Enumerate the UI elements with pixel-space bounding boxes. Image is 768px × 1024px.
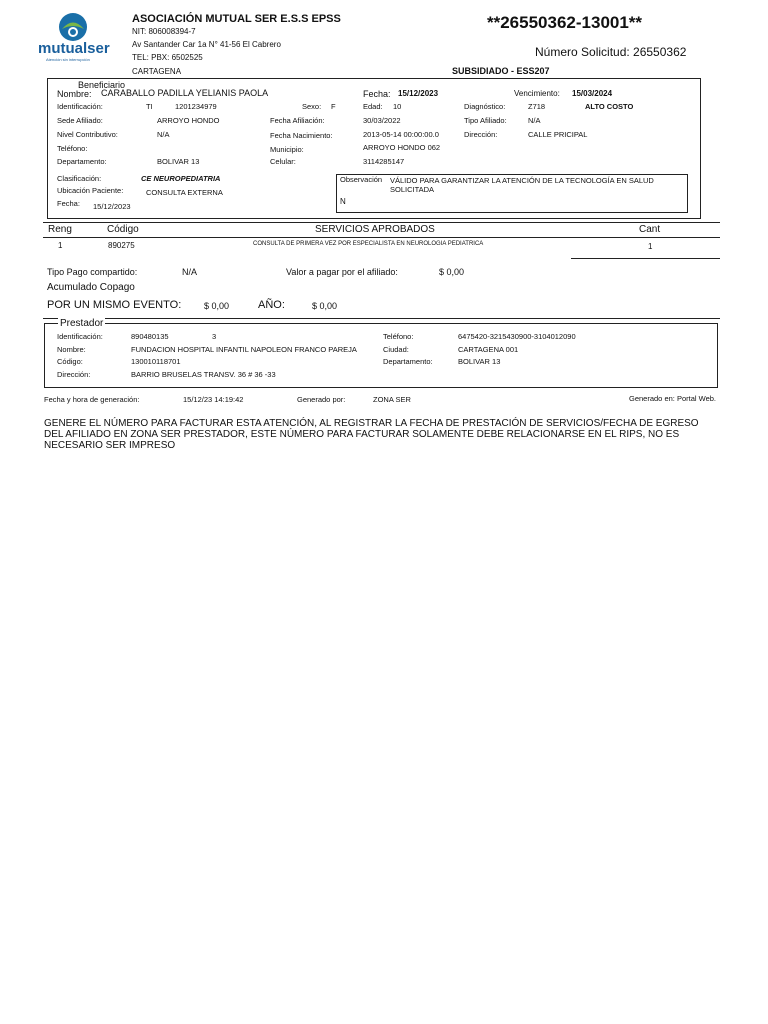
name-label: Nombre: (57, 89, 92, 99)
col-services: SERVICIOS APROBADOS (315, 224, 435, 235)
copay-type-value: N/A (182, 267, 198, 277)
org-address: Av Santander Car 1a N° 41-56 El Cabrero (132, 40, 281, 49)
notice-line-2: DEL AFILIADO EN ZONA SER PRESTADOR, ESTE NÚMERO PARA FACTURAR SOLAMENTE DEBE RELACIONARSE EN EL RIPS, NO ES (44, 429, 680, 440)
provider-city-label: Ciudad: (383, 345, 409, 354)
provider-id-digit: 3 (212, 332, 217, 341)
date2-label: Fecha: (57, 199, 80, 208)
affiliate-type-label: Tipo Afiliado: (464, 116, 507, 125)
diagnosis-label: Diagnóstico: (464, 102, 506, 111)
provider-title: Prestador (60, 318, 104, 329)
id-label: Identificación: (57, 102, 103, 111)
level-value: N/A (157, 130, 170, 139)
provider-city-value: CARTAGENA 001 (458, 345, 519, 354)
generated-by-label: Generado por: (297, 395, 346, 404)
request-number: Número Solicitud: 26550362 (535, 45, 687, 59)
birth-date-value: 2013-05-14 00:00:00.0 (363, 130, 439, 139)
logo-tagline: Atención sin interrupción (46, 57, 90, 62)
copay-type-label: Tipo Pago compartido: (47, 267, 138, 277)
notice-line-1: GENERE EL NÚMERO PARA FACTURAR ESTA ATENCIÓN, AL REGISTRAR LA FECHA DE PRESTACIÓN DE SERVICIOS/FECHA DE EGRESO (44, 418, 699, 429)
department-label: Departamento: (57, 157, 107, 166)
provider-code-label: Código: (57, 357, 83, 366)
logo (36, 12, 108, 64)
services-bottom-line (571, 258, 720, 259)
municipality-label: Municipio: (270, 145, 304, 154)
address-value: CALLE PRICIPAL (528, 130, 588, 139)
provider-phone-value: 6475420-3215430900-3104012090 (458, 332, 576, 341)
accumulated-label: Acumulado Copago (47, 282, 135, 293)
row-description: CONSULTA DE PRIMERA VEZ POR ESPECIALISTA EN NEUROLOGIA PEDIATRICA (253, 241, 484, 247)
affiliate-type-value: N/A (528, 116, 541, 125)
org-phone: TEL: PBX: 6502525 (132, 53, 203, 62)
level-label: Nivel Contributivo: (57, 130, 118, 139)
phone-label: Teléfono: (57, 144, 88, 153)
provider-address-value: BARRIO BRUSELAS TRANSV. 36 # 36 -33 (131, 370, 276, 379)
name-value: CARABALLO PADILLA YELIANIS PAOLA (101, 88, 269, 98)
provider-id-label: Identificación: (57, 332, 103, 341)
org-city: CARTAGENA (132, 67, 182, 76)
beneficiary-title: Beneficiario (78, 80, 126, 90)
provider-phone-label: Teléfono: (383, 332, 414, 341)
address-label: Dirección: (464, 130, 498, 139)
services-header-line (43, 237, 720, 238)
year-label: AÑO: (258, 299, 285, 311)
regime: SUBSIDIADO - ESS207 (452, 66, 550, 76)
provider-department-value: BOLIVAR 13 (458, 357, 501, 366)
provider-address-label: Dirección: (57, 370, 91, 379)
age-value: 10 (393, 102, 402, 111)
generated-in: Generado en: Portal Web. (629, 394, 716, 403)
expiry-value: 15/03/2024 (572, 89, 613, 98)
affiliation-date-label: Fecha Afiliación: (270, 116, 325, 125)
expiry-label: Vencimiento: (514, 89, 560, 98)
org-nit: NIT: 806008394-7 (132, 27, 196, 36)
observation-text-2: SOLICITADA (390, 185, 435, 194)
row-code: 890275 (108, 241, 135, 250)
event-value: $ 0,00 (204, 301, 230, 311)
high-cost-badge: ALTO COSTO (585, 102, 634, 111)
location-value: CONSULTA EXTERNA (146, 188, 223, 197)
department-value: BOLIVAR 13 (157, 157, 200, 166)
provider-department-label: Departamento: (383, 357, 433, 366)
classification-value: CE NEUROPEDIATRIA (141, 174, 221, 183)
location-label: Ubicación Paciente: (57, 186, 124, 195)
row-qty: 1 (648, 242, 653, 251)
observation-label: Observación (340, 175, 383, 184)
provider-name-label: Nombre: (57, 345, 86, 354)
year-value: $ 0,00 (312, 301, 338, 311)
org-name: ASOCIACIÓN MUTUAL SER E.S.S EPSS (132, 13, 341, 25)
value-label: Valor a pagar por el afiliado: (286, 267, 398, 277)
generated-by-value: ZONA SER (373, 395, 411, 404)
col-qty: Cant (639, 224, 661, 235)
mobile-value: 3114285147 (363, 157, 405, 166)
sex-value: F (331, 102, 336, 111)
value-amount: $ 0,00 (439, 267, 465, 277)
generated-at-value: 15/12/23 14:19:42 (183, 395, 244, 404)
diagnosis-value: Z718 (528, 102, 546, 111)
mobile-label: Celular: (270, 157, 296, 166)
services-top-line (43, 222, 720, 223)
affiliation-date-value: 30/03/2022 (363, 116, 401, 125)
site-label: Sede Afiliado: (57, 116, 103, 125)
col-code: Código (107, 224, 139, 235)
classification-label: Clasificación: (57, 174, 102, 183)
date-value: 15/12/2023 (398, 89, 439, 98)
provider-id-value: 890480135 (131, 332, 169, 341)
id-type: TI (146, 102, 153, 111)
generated-at-label: Fecha y hora de generación: (44, 395, 140, 404)
event-label: POR UN MISMO EVENTO: (47, 299, 182, 311)
id-number: 1201234979 (175, 102, 217, 111)
provider-top-line (43, 318, 720, 319)
date2-value: 15/12/2023 (93, 202, 131, 211)
notice-line-3: NECESARIO SER IMPRESO (44, 440, 176, 451)
birth-date-label: Fecha Nacimiento: (270, 131, 333, 140)
date-label: Fecha: (363, 89, 391, 99)
observation-text-1: VÁLIDO PARA GARANTIZAR LA ATENCIÓN DE LA TECNOLOGÍA EN SALUD (390, 176, 654, 185)
observation-n: N (340, 197, 346, 206)
authorization-code: **26550362-13001** (487, 13, 643, 32)
sex-label: Sexo: (302, 102, 322, 111)
mutualser-logo-icon (58, 12, 88, 42)
col-reng: Reng (48, 224, 72, 235)
row-reng: 1 (58, 241, 63, 250)
site-value: ARROYO HONDO (157, 116, 220, 125)
municipality-value: ARROYO HONDO 062 (363, 143, 441, 152)
provider-code-value: 130010118701 (131, 357, 181, 366)
age-label: Edad: (363, 102, 383, 111)
logo-text: mutualser (38, 40, 110, 57)
provider-name-value: FUNDACION HOSPITAL INFANTIL NAPOLEON FRANCO PAREJA (131, 345, 357, 354)
